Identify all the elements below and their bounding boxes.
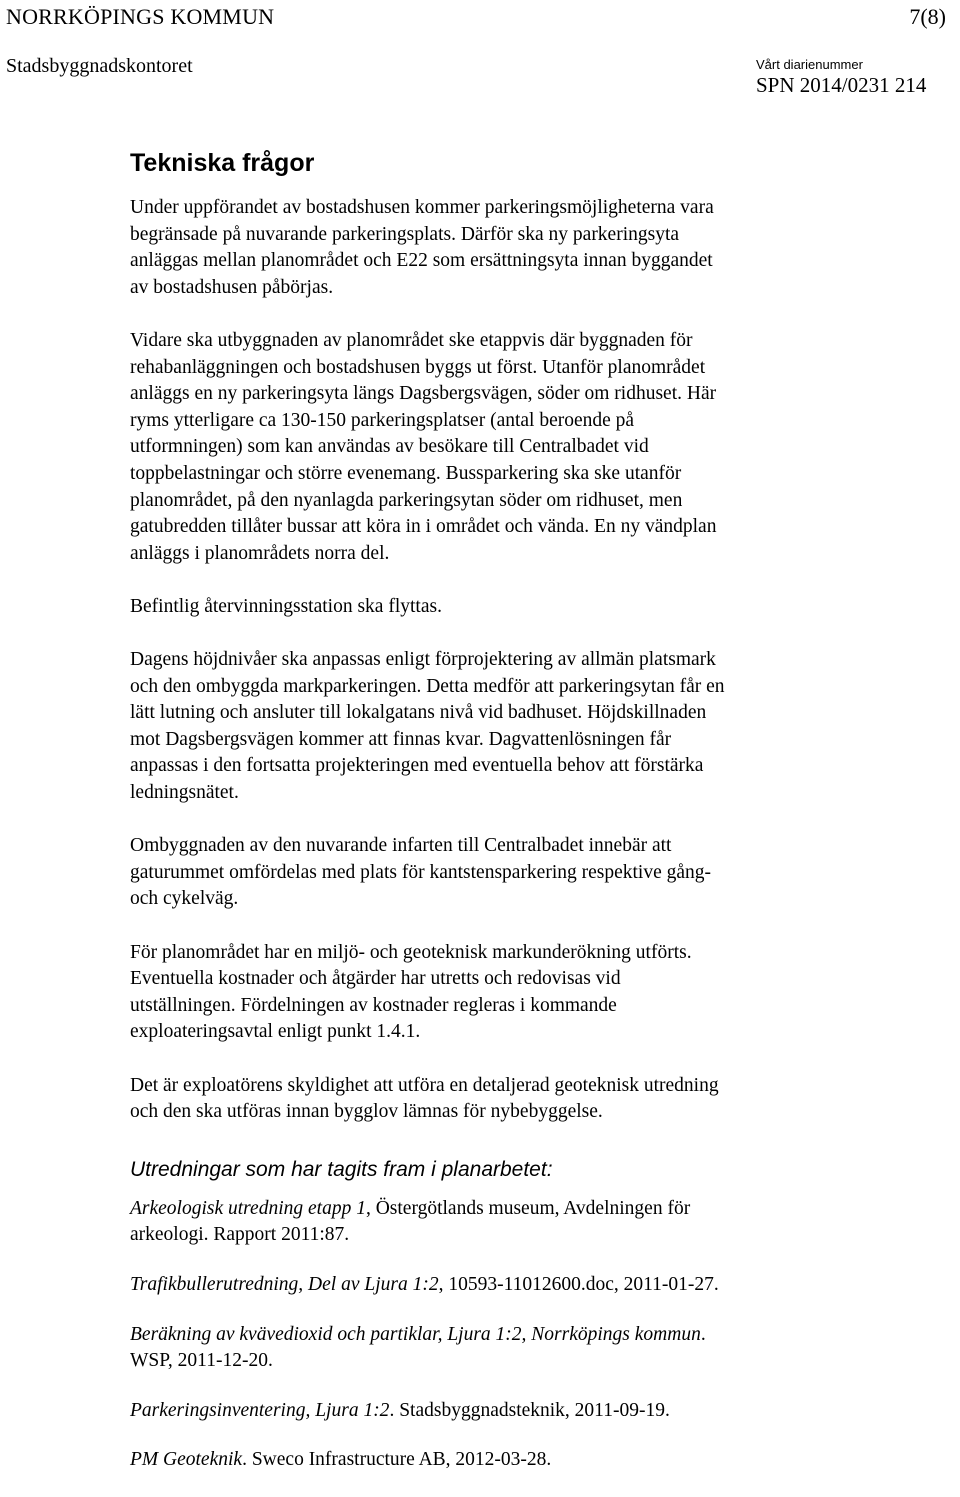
reference-details: , Östergötlands museum, Avdelningen för — [365, 1197, 691, 1219]
text-line: och den ska utföras innan bygglov lämnas för nybebyggelse. — [130, 1101, 603, 1123]
text-line: rehabanläggningen och bostadshusen byggs ut först. Utanför planområdet — [130, 356, 706, 378]
reference-trafikbullerutredning — [130, 1272, 850, 1299]
paragraph-geotechnical-survey — [130, 940, 850, 1046]
text-line: Dagens höjdnivåer ska anpassas enligt förprojektering av allmän platsmark — [130, 649, 716, 671]
text-line: För planområdet har en miljö- och geoteknisk markunderökning utförts. — [130, 941, 692, 963]
text-line: av bostadshusen påbörjas. — [130, 276, 334, 298]
text-line: ledningsnätet. — [130, 782, 239, 804]
diarie-number: SPN 2014/0231 214 — [756, 73, 927, 97]
department-name: Stadsbyggnadskontoret — [6, 55, 193, 77]
text-line — [130, 1272, 850, 1299]
text-line: arkeologi. Rapport 2011:87. — [130, 1224, 350, 1246]
text-line: Eventuella kostnader och åtgärder har utretts och redovisas vid — [130, 968, 621, 990]
diarie-label: Vårt diarienummer — [756, 57, 863, 72]
reference-kvavedioxid — [130, 1322, 850, 1375]
reference-title: Parkeringsinventering, Ljura 1:2 — [130, 1399, 390, 1421]
text-line: anpassas i den fortsatta projekteringen med eventuella behov att förstärka — [130, 755, 704, 777]
organization-name: NORRKÖPINGS KOMMUN — [6, 4, 275, 29]
page-number: 7(8) — [909, 4, 946, 29]
text-line: Under uppförandet av bostadshusen kommer parkeringsmöjligheterna vara — [130, 197, 714, 218]
paragraph-developer-responsibility — [130, 1073, 850, 1126]
text-line: WSP, 2011-12-20. — [130, 1350, 273, 1372]
text-line: lätt lutning och ansluter till lokalgatans nivå vid badhuset. Höjdskillnaden — [130, 702, 707, 724]
text-line: anläggas mellan planområdet och E22 som ersättningsyta innan byggandet — [130, 250, 713, 272]
text-line: gaturummet omfördelas med plats för kantstensparkering respektive gång- — [130, 861, 712, 883]
text-line: Vidare ska utbyggnaden av planområdet ske etappvis där byggnaden för — [130, 329, 693, 351]
section-heading-utredningar: Utredningar som har tagits fram i planarbetet: — [130, 1157, 553, 1181]
text-line: mot Dagsbergsvägen kommer att finnas kvar. Dagvattenlösningen får — [130, 728, 672, 750]
reference-parkeringsinventering — [130, 1398, 850, 1425]
text-line: utställningen. Fördelningen av kostnader regleras i kommande — [130, 994, 617, 1016]
reference-pm-geoteknik — [130, 1447, 850, 1474]
text-line — [130, 1196, 850, 1223]
text-line: och den ombyggda markparkeringen. Detta medför att parkeringsytan får en — [130, 675, 725, 697]
text-line: exploateringsavtal enligt punkt 1.4.1. — [130, 1021, 421, 1043]
reference-title: PM Geoteknik — [130, 1449, 243, 1471]
reference-title: Trafikbullerutredning, Del av Ljura 1:2 — [130, 1273, 439, 1295]
section-heading-tekniska-fragor: Tekniska frågor — [130, 149, 315, 177]
paragraph-parking-during-construction — [130, 195, 850, 301]
text-line: och cykelväg. — [130, 888, 239, 910]
document-body — [130, 148, 850, 1497]
reference-arkeologisk-utredning — [130, 1196, 850, 1249]
text-line: Befintlig återvinningsstation ska flyttas. — [130, 595, 442, 617]
text-line: toppbelastningar och större evenemang. Bussparkering ska ske utanför — [130, 462, 682, 484]
text-line — [130, 1322, 850, 1349]
reference-details: , 10593-11012600.doc, 2011-01-27. — [438, 1273, 719, 1295]
text-line: Ombyggnaden av den nuvarande infarten till Centralbadet innebär att — [130, 835, 672, 857]
paragraph-recycling-station — [130, 594, 850, 621]
text-line — [130, 1398, 850, 1425]
paragraph-height-levels — [130, 647, 850, 807]
text-line: anläggs i planområdets norra del. — [130, 542, 390, 564]
paragraph-staged-development — [130, 328, 850, 567]
reference-title: Beräkning av kvävedioxid och partiklar, Ljura 1:2, Norrköpings kommun — [130, 1323, 701, 1345]
text-line: planområdet, på den nyanlagda parkeringsytan söder om ridhuset, men — [130, 489, 683, 511]
text-line: gatubredden tillåter bussar att köra in i området och vända. En ny vändplan — [130, 516, 717, 538]
text-line: utformningen) som kan användas av besökare till Centralbadet vid — [130, 436, 649, 458]
text-line: anläggs en ny parkeringsyta längs Dagsbergsvägen, söder om ridhuset. Här — [130, 383, 717, 405]
text-line: Det är exploatörens skyldighet att utföra en detaljerad geoteknisk utredning — [130, 1074, 719, 1096]
paragraph-entrance-rebuild — [130, 833, 850, 913]
reference-details: . — [700, 1323, 706, 1345]
text-line — [130, 1447, 850, 1474]
reference-title: Arkeologisk utredning etapp 1 — [130, 1197, 366, 1219]
text-line: ryms ytterligare ca 130-150 parkeringsplatser (antal beroende på — [130, 409, 635, 431]
text-line: begränsade på nuvarande parkeringsplats. Därför ska ny parkeringsyta — [130, 223, 680, 245]
reference-details: . Sweco Infrastructure AB, 2012-03-28. — [242, 1449, 552, 1471]
reference-details: . Stadsbyggnadsteknik, 2011-09-19. — [389, 1399, 670, 1421]
